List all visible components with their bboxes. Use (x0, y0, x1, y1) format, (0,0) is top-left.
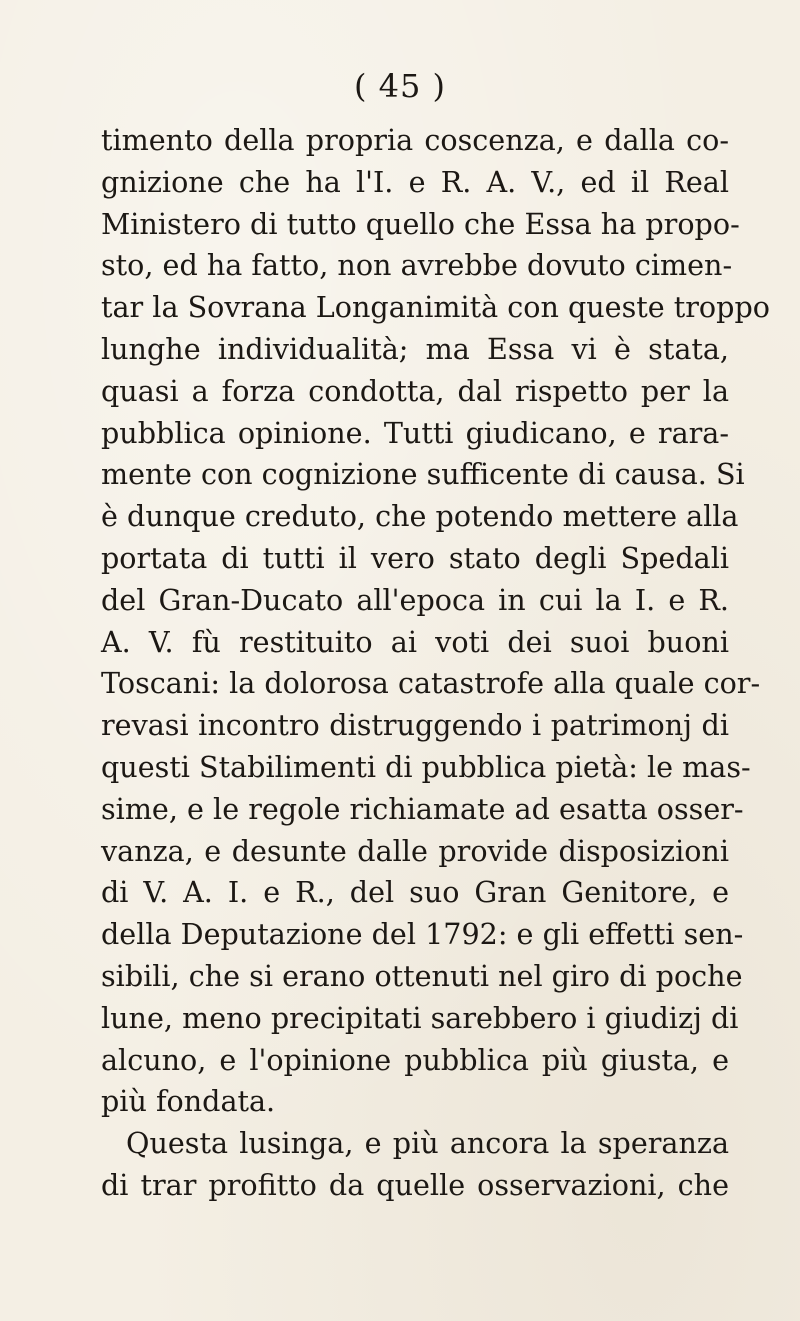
text-line-1: timento della propria coscenza, e dalla co- (101, 123, 729, 157)
text-line-19: di V. A. I. e R., del suo Gran Genitore, e (101, 875, 729, 910)
text-line-9: mente con cognizione sufficente di causa. Si (101, 457, 745, 492)
text-line-21: sibili, che si erano ottenuti nel giro di poche (101, 958, 743, 993)
text-line-4: sto, ed ha fatto, non avrebbe dovuto cimen- (101, 248, 733, 283)
text-line-24: più fondata. (101, 1084, 276, 1119)
text-line-20: della Deputazione del 1792: e gli effetti sen- (101, 917, 744, 952)
text-line-7: quasi a forza condotta, dal rispetto per la (101, 373, 729, 408)
text-line-12: del Gran-Ducato all'epoca in cui la I. e R. (101, 582, 729, 617)
text-line-14: Toscani: la dolorosa catastrofe alla quale cor- (101, 666, 761, 701)
text-line-10: è dunque creduto, che potendo mettere alla (101, 499, 739, 534)
text-line-26: di trar profitto da quelle osservazioni, che (101, 1167, 729, 1202)
text-line-6: lunghe individualità; ma Essa vi è stata, (101, 331, 729, 366)
text-line-16: questi Stabilimenti di pubblica pietà: le mas- (101, 749, 751, 784)
text-line-23: alcuno, e l'opinione pubblica più giusta, e (101, 1042, 729, 1077)
text-line-15: revasi incontro distruggendo i patrimonj di (101, 708, 729, 743)
text-line-5: tar la Sovrana Longanimità con queste troppo (101, 290, 770, 325)
body-text (101, 120, 770, 1207)
text-line-11: portata di tutti il vero stato degli Spedali (101, 540, 729, 575)
text-line-3: Ministero di tutto quello che Essa ha propo- (101, 206, 740, 241)
text-line-2: gnizione che ha l'I. e R. A. V., ed il Real (101, 164, 729, 199)
text-line-8: pubblica opinione. Tutti giudicano, e rara- (101, 415, 729, 450)
page-number: ( 45 ) (353, 67, 447, 105)
text-line-13: A. V. fù restituito ai voti dei suoi buoni (101, 624, 729, 659)
text-line-25: Questa lusinga, e più ancora la speranza (126, 1126, 729, 1161)
text-line-17: sime, e le regole richiamate ad esatta osser- (101, 791, 744, 826)
text-line-18: vanza, e desunte dalle provide disposizioni (101, 833, 729, 868)
text-line-22: lune, meno precipitati sarebbero i giudizj di (101, 1000, 739, 1035)
